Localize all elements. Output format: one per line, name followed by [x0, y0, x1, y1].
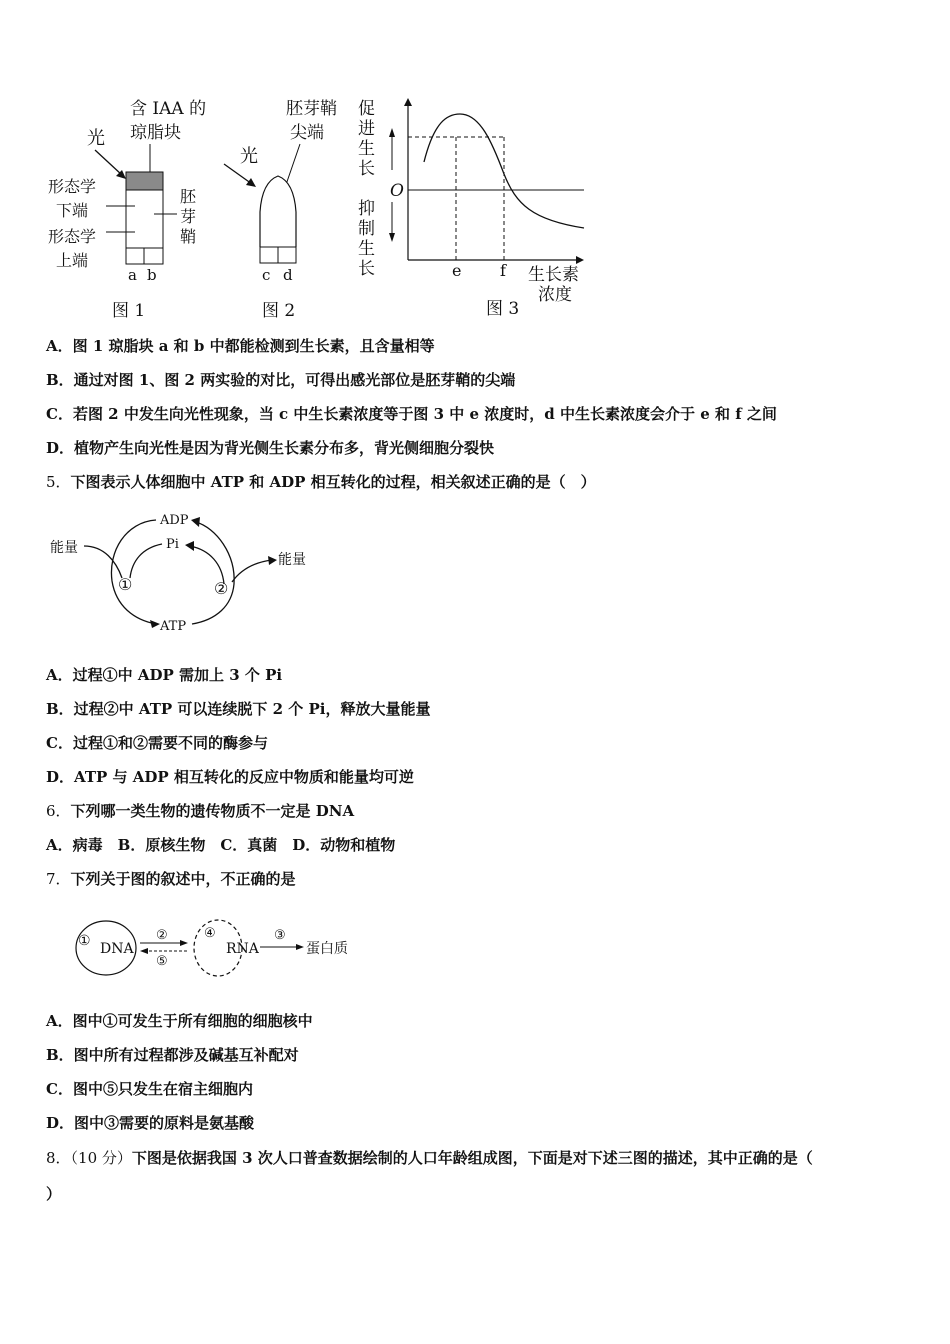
atp-adp-cycle-figure: [46, 506, 326, 638]
atp-energy-out: 能量: [278, 552, 306, 568]
q7-stem: [46, 869, 296, 889]
dogma-process-5: ⑤: [156, 954, 168, 969]
atp-label-adp: ADP: [160, 513, 189, 528]
dogma-protein: 蛋白质: [306, 941, 348, 957]
fig3-label-e: e: [452, 261, 462, 280]
fig1-block-label-1: 含 IAA 的: [130, 99, 207, 119]
fig1-label-a: a: [128, 266, 137, 284]
central-dogma-figure: [70, 915, 360, 981]
receiving-block-a: [126, 248, 144, 264]
fig3-inhibit-3: 生: [358, 239, 375, 259]
fig1-caption: 图 1: [112, 301, 146, 321]
dogma-process-2: ②: [156, 928, 168, 943]
fig1-light-label: 光: [87, 128, 105, 149]
q5-stem-text: 下图表示人体细胞中 ATP 和 ADP 相互转化的过程，相关叙述正确的是（ ）: [70, 473, 596, 491]
q5-option-c: C．过程①和②需要不同的酶参与: [46, 734, 268, 752]
q7-option-b: B．图中所有过程都涉及碱基互补配对: [46, 1046, 299, 1064]
q4-option-b: B．通过对图 1、图 2 两实验的对比，可得出感光部位是胚芽鞘的尖端: [46, 371, 516, 389]
dogma-dna: DNA: [100, 941, 134, 957]
fig1-morph-bottom-1: 形态学: [48, 177, 97, 196]
fig2-light-label: 光: [240, 146, 258, 167]
fig1-coleoptile-1: 胚: [180, 187, 197, 206]
q7-stem-text: 下列关于图的叙述中，不正确的是: [70, 870, 296, 888]
q4-option-c: C．若图 2 中发生向光性现象，当 c 中生长素浓度等于图 3 中 e 浓度时，d 中生长素浓度会介于 e 和 f 之间: [46, 405, 777, 423]
figure-3-growth-curve: [352, 92, 602, 324]
dogma-process-1: ①: [78, 933, 91, 949]
q7-number: 7．: [46, 870, 71, 888]
fig2-tip-label-2: 尖端: [290, 123, 324, 143]
fig3-promote-3: 生: [358, 139, 375, 159]
fig1-label-b: b: [147, 266, 157, 284]
q6-number: 6．: [46, 802, 71, 820]
dogma-rna: RNA: [226, 941, 259, 957]
fig3-caption: 图 3: [486, 299, 520, 319]
receiving-block-c: [260, 247, 278, 263]
q6-stem: [46, 801, 354, 821]
fig3-inhibit-2: 制: [358, 219, 375, 239]
q8-stem-close: ）: [46, 1185, 62, 1203]
fig2-label-c: c: [262, 266, 271, 284]
q7-option-c: C．图中⑤只发生在宿主细胞内: [46, 1080, 253, 1098]
fig1-coleoptile-3: 鞘: [180, 227, 197, 246]
fig2-label-d: d: [283, 266, 293, 284]
receiving-block-d: [278, 247, 296, 263]
q8-stem: [46, 1148, 813, 1168]
fig3-promote-1: 促: [358, 99, 375, 119]
q5-number: 5．: [46, 473, 71, 491]
coleoptile-segment: [126, 190, 163, 248]
fig3-inhibit-1: 抑: [358, 199, 375, 219]
iaa-agar-block: [126, 172, 163, 190]
figure-2-coleoptile: [220, 92, 360, 324]
q5-stem: [46, 472, 596, 492]
fig1-block-label-2: 琼脂块: [130, 123, 181, 143]
fig3-label-f: f: [500, 261, 506, 280]
atp-process-2: ②: [214, 579, 229, 598]
dogma-process-3: ③: [274, 928, 286, 943]
fig2-caption: 图 2: [262, 301, 296, 321]
atp-label-pi: Pi: [166, 537, 179, 552]
fig3-inhibit-4: 长: [358, 259, 375, 279]
q5-option-b: B．过程②中 ATP 可以连续脱下 2 个 Pi，释放大量能量: [46, 700, 431, 718]
fig3-promote-2: 进: [358, 119, 375, 139]
dogma-process-4: ④: [204, 926, 216, 941]
q7-option-a: A．图中①可发生于所有细胞的细胞核中: [46, 1012, 313, 1030]
figure-1-agar-block: [40, 92, 240, 324]
fig1-morph-bottom-2: 下端: [56, 201, 89, 220]
q5-option-a: A．过程①中 ADP 需加上 3 个 Pi: [46, 666, 283, 684]
fig1-morph-top-2: 上端: [56, 251, 89, 270]
q8-score: （10 分）: [70, 1149, 132, 1167]
q8-number: 8．: [46, 1149, 71, 1167]
fig3-origin: O: [390, 181, 404, 201]
fig1-morph-top-1: 形态学: [48, 227, 97, 246]
q8-stem-text: 下图是依据我国 3 次人口普查数据绘制的人口年龄组成图，下面是对下述三图的描述，其中正确的是（: [131, 1149, 813, 1167]
q4-option-a: A．图 1 琼脂块 a 和 b 中都能检测到生长素，且含量相等: [46, 337, 435, 355]
q4-option-d: D．植物产生向光性是因为背光侧生长素分布多，背光侧细胞分裂快: [46, 439, 495, 457]
atp-energy-in: 能量: [50, 540, 78, 556]
fig2-tip-label-1: 胚芽鞘: [286, 99, 337, 119]
atp-process-1: ①: [118, 575, 133, 594]
coleoptile-shape: [260, 176, 296, 247]
fig3-xlabel-1: 生长素: [528, 265, 579, 285]
q6-options: A．病毒 B．原核生物 C．真菌 D．动物和植物: [46, 836, 396, 854]
fig3-xlabel-2: 浓度: [538, 285, 572, 305]
q7-option-d: D．图中③需要的原料是氨基酸: [46, 1114, 255, 1132]
q6-stem-text: 下列哪一类生物的遗传物质不一定是 DNA: [70, 802, 355, 820]
q5-option-d: D．ATP 与 ADP 相互转化的反应中物质和能量均可逆: [46, 768, 414, 786]
fig1-coleoptile-2: 芽: [180, 207, 197, 226]
fig3-promote-4: 长: [358, 159, 375, 179]
receiving-block-b: [144, 248, 163, 264]
atp-label-atp: ATP: [160, 619, 187, 634]
